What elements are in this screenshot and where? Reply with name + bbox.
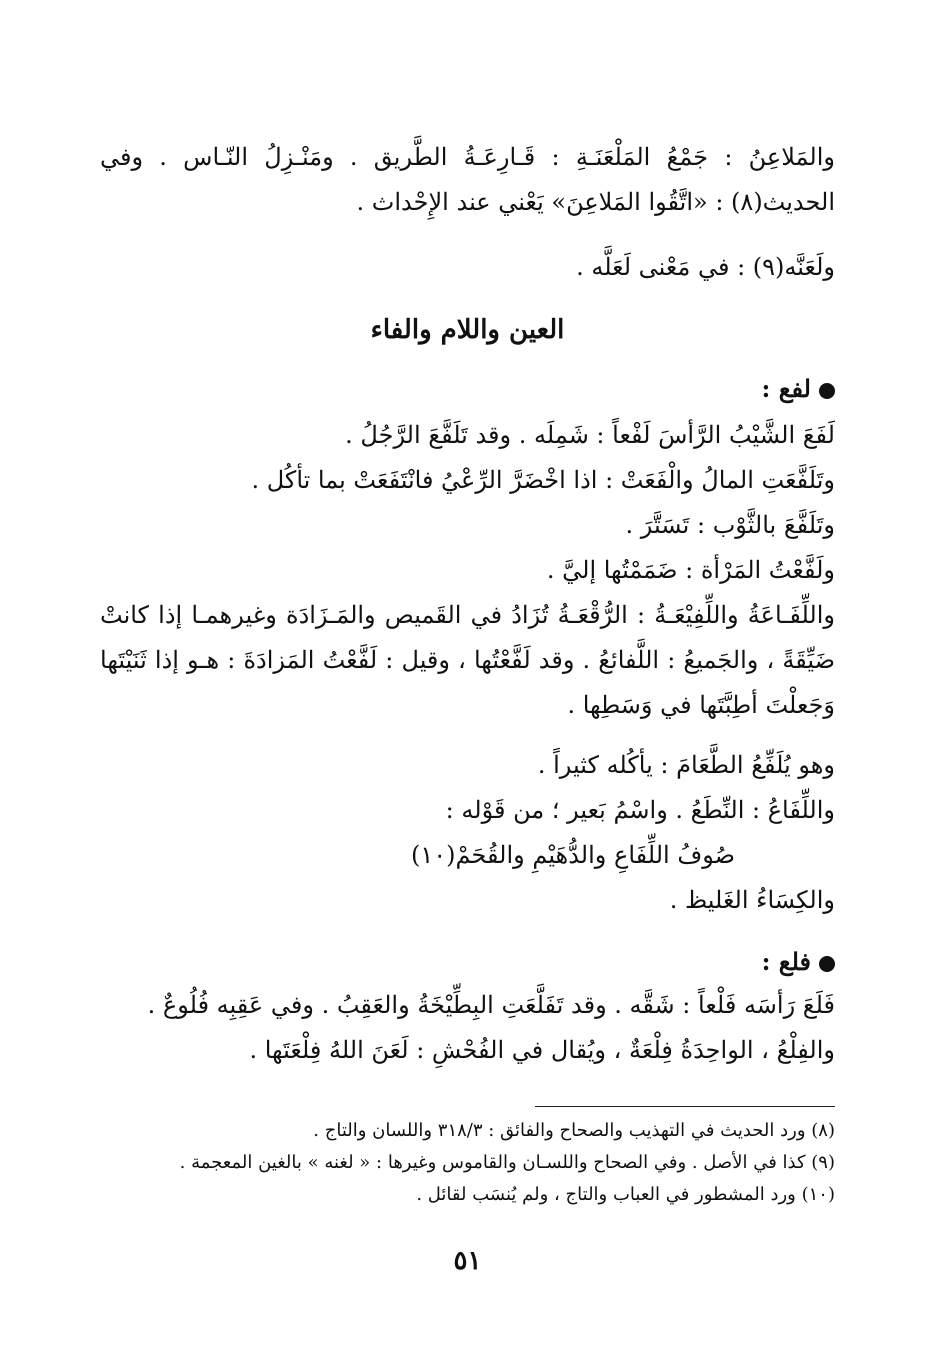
page-number: ٥١: [453, 1246, 482, 1276]
entry-line: والفِلْعُ ، الواحِدَةُ فِلْعَةٌ ، ويُقال في الفُحْشِ : لَعَنَ اللهُ فِلْعَتَها .: [249, 1036, 835, 1064]
entry-line: وتَلَفَّعَتِ المالُ والْفَعَتْ : اذا اخْضَرَّ الرِّعْيُ فانْتَفَعَتْ بما تأكُل .: [251, 466, 835, 494]
bullet-icon: [819, 956, 835, 972]
entry-heading-fal: [100, 945, 835, 979]
footnote-divider: [535, 1106, 835, 1107]
entry-line: وهو يُلَفِّعُ الطَّعَامَ : يأكُله كثيراً .: [537, 751, 835, 779]
intro-line-3: ولَعَنَّه(٩) : في مَعْنى لَعَلَّه .: [576, 253, 835, 281]
entry-heading-text: فلع :: [761, 947, 811, 976]
entry-line: وَجَعلْتَ أطِبَّتَها في وَسَطِها .: [567, 691, 835, 719]
intro-line-2: الحديث(٨) : «اتَّقُوا المَلاعِنَ» يَعْني عند الإِحْداث .: [356, 188, 835, 216]
entry-line: واللِّفَاعُ : النِّطَعُ . واسْمُ بَعير ؛ من قَوْله :: [445, 796, 835, 824]
section-heading: العين واللام والفاء: [370, 315, 565, 345]
footnote: (٨) ورد الحديث في التهذيب والصحاح والفائق : ٣١٨/٣ واللسان والتاج .: [313, 1120, 835, 1141]
entry-line: لَفَعَ الشَّيْبُ الرَّأسَ لَفْعاً : شَمِلَه . وقد تَلَفَّعَ الرَّجُلُ .: [345, 421, 835, 449]
entry-line: ولَفَّعْتُ المَرْأة : ضَمَمْتُها إليَّ .: [546, 556, 835, 584]
entry-heading-laf: [100, 372, 835, 406]
entry-line: والكِسَاءُ الغَليظ .: [669, 886, 835, 914]
entry-line: وتَلَفَّعَ بالثَّوْب : تَسَتَّرَ .: [625, 511, 835, 539]
footnote: (٩) كذا في الأصل . وفي الصحاح واللسـان والقاموس وغيرها : « لغنه » بالغين المعجمة .: [179, 1152, 835, 1173]
bullet-icon: [819, 383, 835, 399]
footnote: (١٠) ورد المشطور في العباب والتاج ، ولم يُنسَب لقائل .: [416, 1184, 835, 1205]
intro-line-1: والمَلاعِنُ : جَمْعُ المَلْعَنَـةِ : قَـارِعَـةُ الطَّريق . ومَنْـزِلُ النّـاس . وفي: [100, 143, 835, 171]
entry-line: واللِّفَـاعَةُ واللِّفِيْعَـةُ : الرُّقْعَـةُ تُزَادُ في القَميص والمَـزَادَة وغيرهمـا إذا كانتْ: [100, 601, 835, 629]
verse-line: صُوفُ اللِّفَاعِ والدُّهَيْمِ والقُحَمْ(١٠): [411, 841, 735, 869]
entry-line: ضَيِّقَةً ، والجَميعُ : اللَّفائعُ . وقد لَفَّعْتُها ، وقيل : لَفَّعْتُ المَزادَةَ : هـو إذا ثَنَيْتَها: [100, 646, 835, 674]
entry-line: فَلَعَ رَأسَه فَلْعاً : شَقَّه . وقد تَفَلَّعَتِ البِطِّيْخَةُ والعَقِبُ . وفي عَقِبِه فُلُوعٌ .: [147, 991, 835, 1019]
entry-heading-text: لفع :: [761, 374, 811, 403]
